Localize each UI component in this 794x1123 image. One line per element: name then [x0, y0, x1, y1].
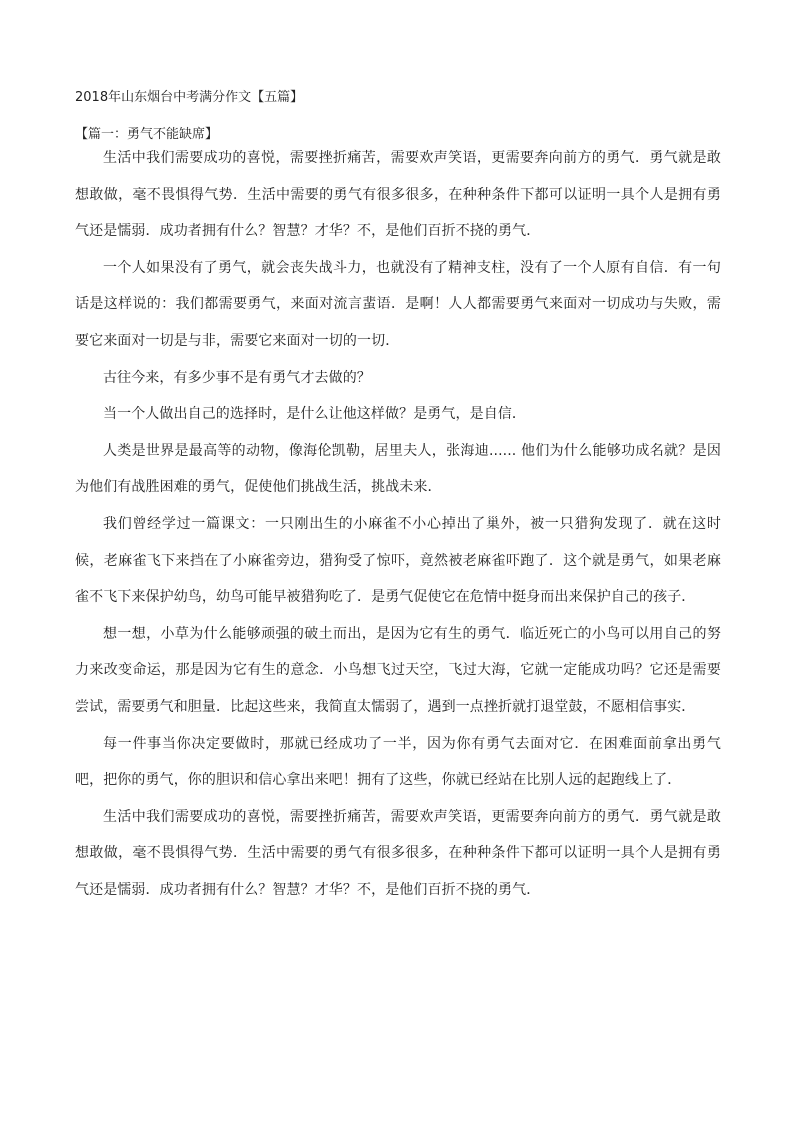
paragraph-4: 当一个人做出自己的选择时，是什么让他这样做？是勇气，是自信． [103, 406, 526, 423]
document-title: 2018年山东烟台中考满分作文【五篇】 [75, 90, 304, 105]
paragraph-2: 一个人如果没有了勇气，就会丧失战斗力，也就没有了精神支柱，没有了一个人原有自信．有一句话是这样说的：我们都需要勇气，来面对流言蜚语．是啊！人人都需要勇气来面对一切成功与失败，需要它来面对一切是与非，需要它来面对一切的一切． [75, 259, 721, 349]
paragraph-6: 我们曾经学过一篇课文：一只刚出生的小麻雀不小心掉出了巢外，被一只猎狗发现了．就在这时候，老麻雀飞下来挡在了小麻雀旁边，猎狗受了惊吓，竟然被老麻雀吓跑了．这个就是勇气，如果老麻雀不飞下来保护幼鸟，幼鸟可能早被猎狗吃了．是勇气促使它在危情中挺身而出来保护自己的孩子． [75, 515, 721, 606]
paragraph-7: 想一想，小草为什么能够顽强的破土而出，是因为它有生的勇气．临近死亡的小鸟可以用自己的努力来改变命运，那是因为它有生的意念．小鸟想飞过天空，飞过大海，它就一定能成功吗？它还是需要尝试，需要勇气和胆量．比起这些来，我简直太懦弱了，遇到一点挫折就打退堂鼓，不愿相信事实． [75, 625, 721, 715]
document-body [75, 140, 721, 908]
paragraph-8: 每一件事当你决定要做时，那就已经成功了一半，因为你有勇气去面对它．在困难面前拿出勇气吧，把你的勇气，你的胆识和信心拿出来吧！拥有了这些，你就已经站在比别人远的起跑线上了． [75, 735, 721, 789]
paragraph-3: 古往今来，有多少事不是有勇气才去做的？ [103, 369, 371, 386]
paragraph-5: 人类是世界是最高等的动物，像海伦凯勒，居里夫人，张海迪...... 他们为什么能够功成名就？是因为他们有战胜困难的勇气，促使他们挑战生活，挑战未来． [75, 442, 721, 496]
section-heading: 【篇一：勇气不能缺席】 [75, 127, 219, 142]
paragraph-1: 生活中我们需要成功的喜悦，需要挫折痛苦，需要欢声笑语，更需要奔向前方的勇气．勇气就是敢想敢做，毫不畏惧得气势．生活中需要的勇气有很多很多，在种种条件下都可以证明一具个人是拥有勇气还是懦弱．成功者拥有什么？智慧？才华？不，是他们百折不挠的勇气． [75, 150, 721, 240]
paragraph-9: 生活中我们需要成功的喜悦，需要挫折痛苦，需要欢声笑语，更需要奔向前方的勇气．勇气就是敢想敢做，毫不畏惧得气势．生活中需要的勇气有很多很多，在种种条件下都可以证明一具个人是拥有勇气还是懦弱．成功者拥有什么？智慧？才华？不，是他们百折不挠的勇气． [75, 808, 721, 898]
